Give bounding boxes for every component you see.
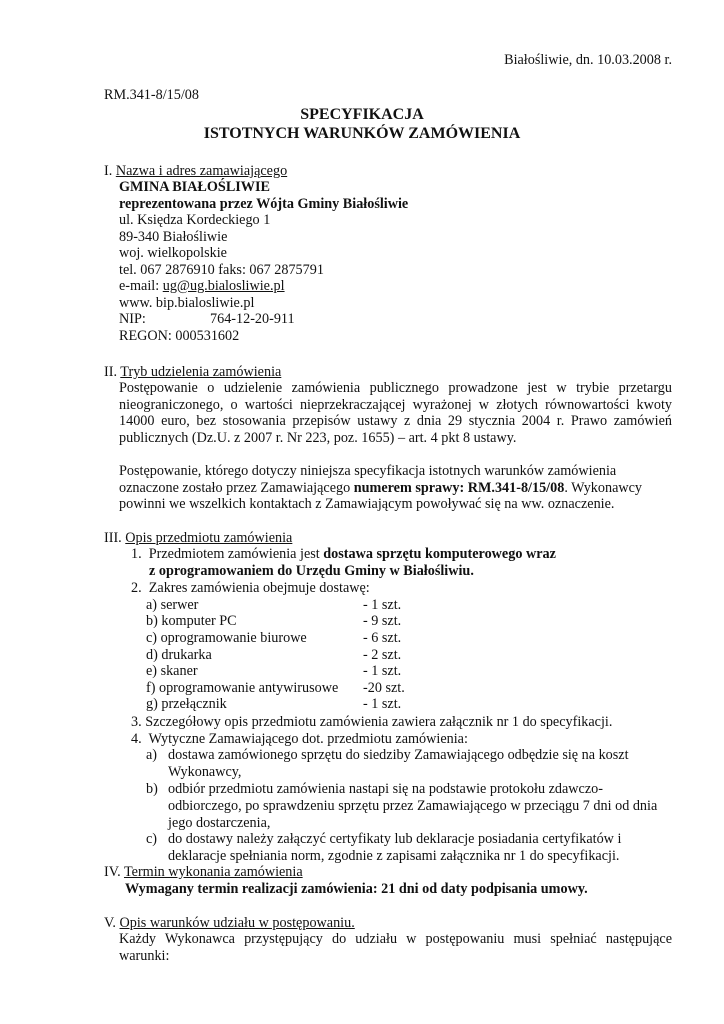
item-2-text: Zakres zamówienia obejmuje dostawę: <box>148 580 370 596</box>
scope-item-name: e) skaner <box>146 663 198 679</box>
item-3-line: 3. Szczegółowy opis przedmiotu zamówienia zawiera załącznik nr 1 do specyfikacji. <box>131 714 613 730</box>
section-5-number: V. <box>104 915 116 931</box>
scope-list-item <box>146 613 401 629</box>
guideline-b-line-3: jego dostarczenia, <box>168 815 271 831</box>
item-1-line-2: z oprogramowaniem do Urzędu Gminy w Białośliwiu. <box>149 563 474 579</box>
item-4-text: Wytyczne Zamawiającego dot. przedmiotu zamówienia: <box>148 731 468 747</box>
scope-list-item <box>146 647 401 663</box>
section-1-number: I. <box>104 163 113 179</box>
conditions-line-1: Każdy Wykonawca przystępujący do udziału w postępowaniu musi spełniać następujące <box>119 931 672 947</box>
item-1-line-1 <box>131 546 556 562</box>
page-subtitle: ISTOTNYCH WARUNKÓW ZAMÓWIENIA <box>203 125 521 142</box>
scope-list-item <box>146 663 401 679</box>
scope-item-name: c) oprogramowanie biurowe <box>146 630 307 646</box>
section-2-number: II. <box>104 364 117 380</box>
case-number-bold: numerem sprawy: RM.341-8/15/08 <box>353 480 565 496</box>
page-title: SPECYFIKACJA <box>300 106 424 123</box>
scope-list-item <box>146 680 405 696</box>
section-2-title: Tryb udzielenia zamówienia <box>120 364 282 380</box>
postal-city: 89-340 Białośliwie <box>119 229 228 245</box>
scope-item-qty: -20 szt. <box>363 680 405 696</box>
section-3-number: III. <box>104 530 122 546</box>
section-4-heading <box>104 864 303 880</box>
guideline-c-label: c) <box>146 831 158 847</box>
email-label: e-mail: <box>119 278 163 294</box>
scope-list-item <box>146 630 401 646</box>
procedure-paragraph-line: nieograniczonego, o wartości nieprzekraczającej wyrażonej w złotych równowartości kwoty <box>119 397 672 413</box>
scope-item-qty: - 1 szt. <box>363 663 402 679</box>
voivodeship: woj. wielkopolskie <box>119 245 227 261</box>
website: www. bip.bialosliwie.pl <box>119 295 255 311</box>
reference-number: RM.341-8/15/08 <box>104 87 199 103</box>
guideline-a-label: a) <box>146 747 158 763</box>
email-line <box>119 278 285 294</box>
procedure-paragraph-line: 14000 euro, bez stosowania przepisów ustawy z dnia 29 stycznia 2004 r. Prawo zamówień <box>119 413 672 429</box>
represented-by: reprezentowana przez Wójta Gminy Białośliwie <box>119 196 409 212</box>
contracting-authority-name: GMINA BIAŁOŚLIWIE <box>119 179 270 195</box>
scope-item-name: b) komputer PC <box>146 613 237 629</box>
section-2-heading <box>104 364 281 380</box>
scope-item-qty: - 6 szt. <box>363 630 402 646</box>
nip-value: 764-12-20-911 <box>210 311 295 327</box>
place-date: Białośliwie, dn. 10.03.2008 r. <box>504 52 672 68</box>
email-link[interactable]: ug@ug.bialosliwie.pl <box>162 278 285 294</box>
section-1-heading <box>104 163 287 179</box>
item-1-bold-1: dostawa sprzętu komputerowego wraz <box>323 546 556 562</box>
scope-item-qty: - 1 szt. <box>363 597 402 613</box>
nip-label: NIP: <box>119 311 146 327</box>
item-1-pre: Przedmiotem zamówienia jest <box>148 546 324 562</box>
item-4-number: 4. <box>131 731 142 747</box>
scope-list-item <box>146 597 401 613</box>
scope-item-name: d) drukarka <box>146 647 212 663</box>
guideline-c-line-2: deklaracje spełniania norm, zgodnie z zapisami załącznika nr 1 do specyfikacji. <box>168 848 620 864</box>
scope-item-name: a) serwer <box>146 597 199 613</box>
procedure-paragraph-line: publicznych (Dz.U. z 2007 r. Nr 223, poz. 1655) – art. 4 pkt 8 ustawy. <box>119 430 517 446</box>
scope-item-qty: - 9 szt. <box>363 613 402 629</box>
street-address: ul. Księdza Kordeckiego 1 <box>119 212 271 228</box>
case-number-pre: oznaczone zostało przez Zamawiającego <box>119 480 354 496</box>
item-4-line <box>131 731 468 747</box>
nip-line <box>119 311 295 327</box>
guideline-b-line-1: odbiór przedmiotu zamówienia nastapi się na podstawie protokołu zdawczo- <box>168 781 603 797</box>
section-3-title: Opis przedmiotu zamówienia <box>125 530 293 546</box>
conditions-line-2: warunki: <box>119 948 170 964</box>
guideline-c-line-1: do dostawy należy załączyć certyfikaty lub deklaracje posiadania certyfikatów i <box>168 831 622 847</box>
case-number-line-3: powinni we wszelkich kontaktach z Zamawiającym powoływać się na ww. oznaczenie. <box>119 496 615 512</box>
deadline-text: Wymagany termin realizacji zamówienia: 21 dni od daty podpisania umowy. <box>125 881 588 897</box>
guideline-a-line-1: dostawa zamówionego sprzętu do siedziby Zamawiającego odbędzie się na koszt <box>168 747 629 763</box>
section-4-title: Termin wykonania zamówienia <box>123 864 303 880</box>
scope-item-qty: - 2 szt. <box>363 647 402 663</box>
regon-line: REGON: 000531602 <box>119 328 240 344</box>
guideline-b-label: b) <box>146 781 158 797</box>
item-1-number: 1. <box>131 546 142 562</box>
scope-item-name: g) przełącznik <box>146 696 227 712</box>
scope-item-qty: - 1 szt. <box>363 696 402 712</box>
procedure-paragraph-line: Postępowanie o udzielenie zamówienia publicznego prowadzone jest w trybie przetargu <box>119 380 672 396</box>
guideline-a-line-2: Wykonawcy, <box>168 764 242 780</box>
item-2-line <box>131 580 370 596</box>
section-4-number: IV. <box>104 864 121 880</box>
guideline-b-line-2: odbiorczego, po sprawdzeniu sprzętu przez Zamawiającego w przeciągu 7 dni od dnia <box>168 798 658 814</box>
section-5-heading <box>104 915 355 931</box>
case-number-line-2 <box>119 480 642 496</box>
item-2-number: 2. <box>131 580 142 596</box>
scope-item-name: f) oprogramowanie antywirusowe <box>146 680 339 696</box>
case-number-line-1: Postępowanie, którego dotyczy niniejsza specyfikacja istotnych warunków zamówienia <box>119 463 617 479</box>
section-1-title: Nazwa i adres zamawiającego <box>115 163 288 179</box>
section-5-title: Opis warunków udziału w postępowaniu. <box>119 915 355 931</box>
case-number-post: . Wykonawcy <box>564 480 642 496</box>
scope-list-item <box>146 696 401 712</box>
section-3-heading <box>104 530 292 546</box>
phone-fax: tel. 067 2876910 faks: 067 2875791 <box>119 262 324 278</box>
